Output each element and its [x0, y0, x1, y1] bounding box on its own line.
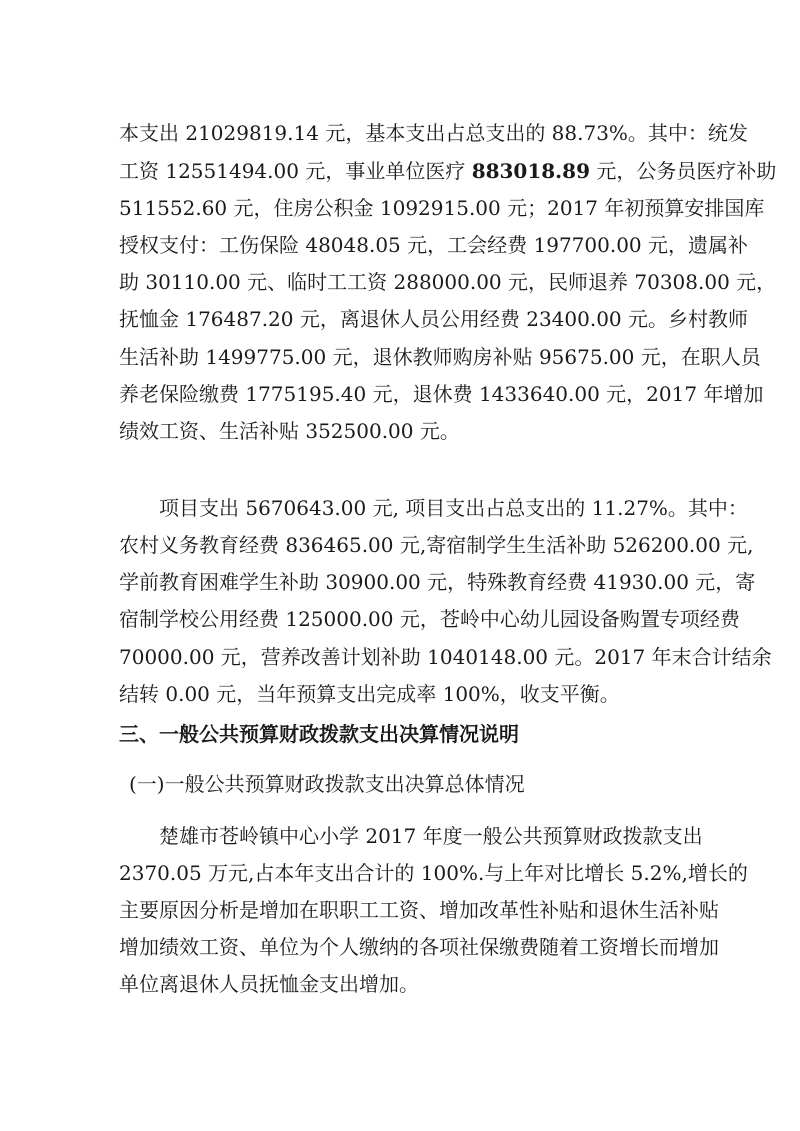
paragraph-1-line-6: 抚恤金 176487.20 元，离退休人员公用经费 23400.00 元。乡村教师 [119, 307, 749, 331]
paragraph-1-line-7: 生活补助 1499775.00 元，退休教师购房补贴 95675.00 元，在职人员 [119, 345, 761, 369]
paragraph-1-line-2 [119, 159, 776, 183]
paragraph-3-line-3: 主要原因分析是增加在职职工工资、增加改革性补贴和退休生活补贴 [119, 898, 719, 922]
paragraph-1-line-3: 511552.60 元，住房公积金 1092915.00 元；2017 年初预算安排国库 [119, 196, 765, 220]
paragraph-3-line-2: 2370.05 万元,占本年支出合计的 100%.与上年对比增长 5.2%,增长的 [119, 861, 748, 885]
paragraph-2-line-1: 项目支出 5670643.00 元, 项目支出占总支出的 11.27%。其中： [159, 496, 748, 520]
section-heading: 三、一般公共预算财政拨款支出决算情况说明 [119, 722, 519, 746]
paragraph-2-line-2: 农村义务教育经费 836465.00 元,寄宿制学生生活补助 526200.00 元, [119, 533, 754, 557]
paragraph-1-line-1: 本支出 21029819.14 元，基本支出占总支出的 88.73%。其中：统发 [119, 121, 748, 145]
paragraph-2-line-5: 70000.00 元，营养改善计划补助 1040148.00 元。2017 年末合计结余 [119, 645, 772, 669]
paragraph-3-line-5: 单位离退休人员抚恤金支出增加。 [119, 972, 419, 996]
paragraph-2-line-3: 学前教育困难学生补助 30900.00 元，特殊教育经费 41930.00 元，寄 [119, 570, 756, 594]
paragraph-1-line-9: 绩效工资、生活补贴 352500.00 元。 [119, 419, 460, 443]
paragraph-1-line-2-text-a: 工资 12551494.00 元，事业单位医疗 [119, 159, 472, 183]
paragraph-2-line-4: 宿制学校公用经费 125000.00 元，苍岭中心幼儿园设备购置专项经费 [119, 607, 740, 631]
paragraph-1-line-5: 助 30110.00 元、临时工工资 288000.00 元，民师退养 70308.00 元， [119, 270, 777, 294]
paragraph-1-line-8: 养老保险缴费 1775195.40 元，退休费 1433640.00 元，2017 年增加 [119, 382, 764, 406]
subsection-heading: (一)一般公共预算财政拨款支出决算总体情况 [129, 772, 525, 796]
paragraph-1-line-2-bold-value: 883018.89 [471, 159, 590, 183]
paragraph-3-line-1: 楚雄市苍岭镇中心小学 2017 年度一般公共预算财政拨款支出 [159, 824, 703, 848]
paragraph-3-line-4: 增加绩效工资、单位为个人缴纳的各项社保缴费随着工资增长而增加 [119, 935, 719, 959]
paragraph-1-line-4: 授权支付：工伤保险 48048.05 元，工会经费 197700.00 元，遗属补 [119, 233, 749, 257]
paragraph-1-line-2-text-b: 元，公务员医疗补助 [589, 159, 777, 183]
paragraph-2-line-6: 结转 0.00 元，当年预算支出完成率 100%，收支平衡。 [119, 682, 620, 706]
